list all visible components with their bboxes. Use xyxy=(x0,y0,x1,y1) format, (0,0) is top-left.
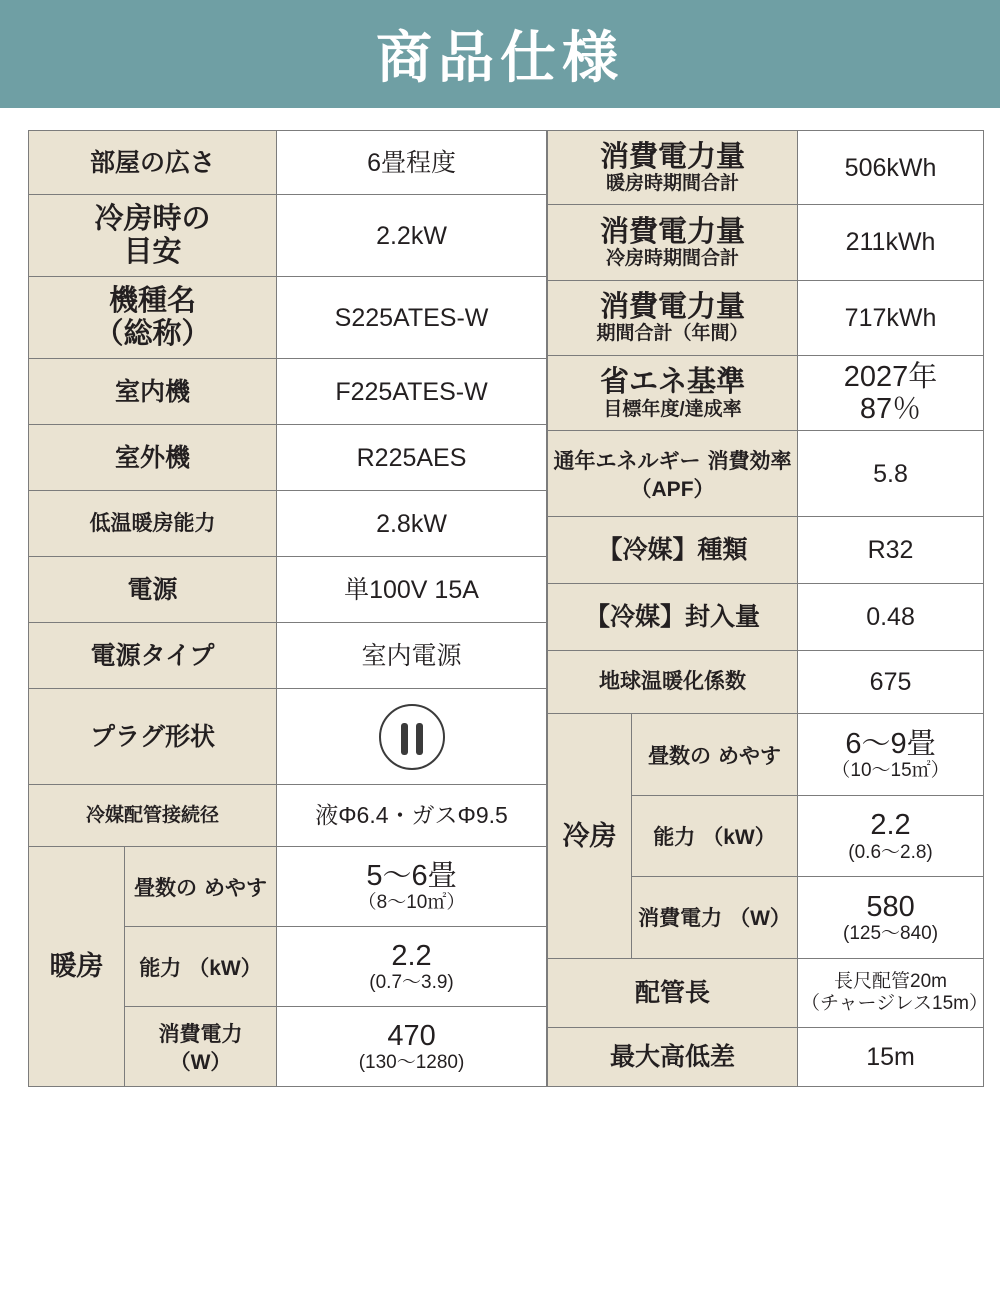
value-line2: （チャージレス15m） xyxy=(801,992,988,1014)
row-label-heating-power xyxy=(125,1007,277,1087)
label-line2: （W） xyxy=(729,907,791,931)
label-line1: 能力 xyxy=(139,956,182,980)
label-line2: めやす xyxy=(203,876,267,900)
row-value-outdoor-unit: R225AES xyxy=(277,425,547,491)
label-line1: 消費電力量 xyxy=(600,215,746,248)
row-label-outdoor-unit: 室外機 xyxy=(29,425,277,491)
row-label-cooling-tatami xyxy=(632,714,798,795)
row-value-cooling-tatami xyxy=(798,714,984,795)
label-line1: 畳数の xyxy=(648,744,712,768)
row-value-max-height-diff: 15m xyxy=(798,1027,984,1086)
row-label-plug-shape: プラグ形状 xyxy=(29,689,277,785)
spec-table-right xyxy=(547,130,988,1087)
table-row xyxy=(548,1027,984,1086)
row-label-gwp: 地球温暖化係数 xyxy=(548,651,798,714)
table-row xyxy=(548,584,984,651)
row-label-cooling-energy xyxy=(548,205,798,280)
table-row xyxy=(548,431,984,517)
value-main: 2.2 xyxy=(391,939,432,972)
row-value-energy-standard xyxy=(798,355,984,430)
row-label-refrigerant-type: 【冷媒】種類 xyxy=(548,516,798,583)
row-value-pipe-length xyxy=(798,958,988,1027)
group-label-cooling: 冷房 xyxy=(548,714,632,958)
table-row xyxy=(29,277,547,359)
table-row xyxy=(548,355,984,430)
row-value-heating-energy: 506kWh xyxy=(798,131,984,205)
row-label-refrigerant-amount: 【冷媒】封入量 xyxy=(548,584,798,651)
row-label-heating-capacity xyxy=(125,927,277,1007)
label-line2: 目安 xyxy=(123,235,182,268)
value-note: (125〜840) xyxy=(843,922,939,944)
value-note: （10〜15㎡） xyxy=(831,760,950,782)
row-value-indoor-unit: F225ATES-W xyxy=(277,359,547,425)
table-row xyxy=(548,131,984,205)
label-line2: （kW） xyxy=(702,825,776,849)
row-label-heating-energy xyxy=(548,131,798,205)
table-row xyxy=(548,280,984,355)
plug-icon xyxy=(379,704,445,770)
table-row xyxy=(29,425,547,491)
row-value-annual-energy: 717kWh xyxy=(798,280,984,355)
row-value-power-source: 単100V 15A xyxy=(277,557,547,623)
row-value-heating-tatami xyxy=(277,847,547,927)
row-label-power-source: 電源 xyxy=(29,557,277,623)
row-label-room-size: 部屋の広さ xyxy=(29,131,277,195)
row-value-room-size: 6畳程度 xyxy=(277,131,547,195)
group-label-heating: 暖房 xyxy=(29,847,125,1087)
row-label-indoor-unit: 室内機 xyxy=(29,359,277,425)
label-line1: 冷房時の xyxy=(94,203,211,236)
label-line2: （総称） xyxy=(94,317,211,350)
row-value-cooling-energy: 211kWh xyxy=(798,205,984,280)
row-value-refrigerant-type: R32 xyxy=(798,516,984,583)
row-label-cooling-capacity xyxy=(632,795,798,876)
row-value-low-temp-heating: 2.8kW xyxy=(277,491,547,557)
row-value-cooling-capacity xyxy=(798,795,984,876)
row-value-apf: 5.8 xyxy=(798,431,984,517)
row-label-model-name xyxy=(29,277,277,359)
label-line2: 目標年度/達成率 xyxy=(603,398,742,420)
value-main: 6〜9畳 xyxy=(845,727,936,760)
label-line1: 消費電力量 xyxy=(600,290,746,323)
value-main: 470 xyxy=(387,1019,436,1052)
row-label-low-temp-heating: 低温暖房能力 xyxy=(29,491,277,557)
row-value-refrigerant-amount: 0.48 xyxy=(798,584,984,651)
label-line2: （kW） xyxy=(188,956,262,980)
label-line1: 通年エネルギー xyxy=(553,449,701,473)
label-line1: 畳数の xyxy=(134,876,198,900)
value-main: 580 xyxy=(866,890,915,923)
value-line1: 2027年 xyxy=(843,360,938,393)
table-row xyxy=(29,359,547,425)
label-line1: 消費電力 xyxy=(638,907,723,931)
row-value-plug-shape xyxy=(277,689,547,785)
row-value-model-name: S225ATES-W xyxy=(277,277,547,359)
value-main: 2.2 xyxy=(870,809,911,842)
table-row xyxy=(29,623,547,689)
table-row xyxy=(29,847,547,927)
row-label-annual-energy xyxy=(548,280,798,355)
row-value-pipe-diameter: 液Φ6.4・ガスΦ9.5 xyxy=(277,785,547,847)
table-row xyxy=(29,131,547,195)
page-title: 商品仕様 xyxy=(376,26,624,89)
label-line1: 能力 xyxy=(653,825,696,849)
row-label-heating-tatami xyxy=(125,847,277,927)
row-label-cooling-guide xyxy=(29,195,277,277)
value-main: 5〜6畳 xyxy=(366,859,457,892)
row-label-energy-standard xyxy=(548,355,798,430)
label-line2: 期間合計（年間） xyxy=(596,323,749,345)
row-label-power-type: 電源タイプ xyxy=(29,623,277,689)
row-label-pipe-diameter: 冷媒配管接続径 xyxy=(29,785,277,847)
row-label-apf xyxy=(548,431,798,517)
table-row xyxy=(548,205,984,280)
table-row xyxy=(548,714,984,795)
table-row xyxy=(29,557,547,623)
label-line2: 暖房時期間合計 xyxy=(606,173,740,195)
label-line2: 消費効率（APF） xyxy=(630,449,792,501)
spec-table-left xyxy=(28,130,547,1087)
label-line2: めやす xyxy=(718,744,781,768)
label-line1: 省エネ基準 xyxy=(600,366,746,399)
value-note: （8〜10㎡） xyxy=(357,892,466,914)
label-line1: 消費電力 xyxy=(158,1022,243,1046)
value-note: (0.7〜3.9) xyxy=(369,972,454,994)
label-line1: 機種名 xyxy=(109,285,197,318)
table-row xyxy=(548,958,984,1027)
spec-sheet xyxy=(0,108,1000,1087)
row-label-cooling-power xyxy=(632,877,798,958)
table-row xyxy=(548,651,984,714)
row-value-heating-capacity xyxy=(277,927,547,1007)
row-value-cooling-guide: 2.2kW xyxy=(277,195,547,277)
table-row xyxy=(29,689,547,785)
row-label-pipe-length: 配管長 xyxy=(548,958,798,1027)
label-line1: 消費電力量 xyxy=(600,140,746,173)
table-row xyxy=(548,516,984,583)
row-label-max-height-diff: 最大高低差 xyxy=(548,1027,798,1086)
row-value-cooling-power xyxy=(798,877,984,958)
table-row xyxy=(29,491,547,557)
value-note: (0.6〜2.8) xyxy=(848,841,933,863)
row-value-gwp: 675 xyxy=(798,651,984,714)
label-line2: （W） xyxy=(169,1050,232,1074)
row-value-power-type: 室内電源 xyxy=(277,623,547,689)
table-row xyxy=(29,195,547,277)
label-line2: 冷房時期間合計 xyxy=(606,248,740,270)
page-header xyxy=(0,0,1000,108)
table-row xyxy=(29,785,547,847)
value-line1: 長尺配管20m xyxy=(834,971,948,993)
value-note: (130〜1280) xyxy=(358,1052,465,1074)
row-value-heating-power xyxy=(277,1007,547,1087)
value-line2: 87％ xyxy=(859,393,922,426)
